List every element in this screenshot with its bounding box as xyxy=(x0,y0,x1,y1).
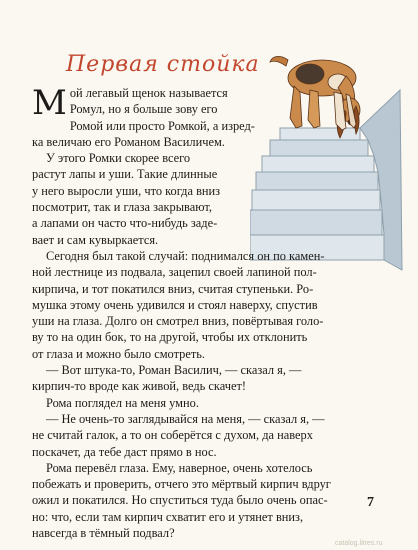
paragraph-1 xyxy=(32,85,254,150)
text-line: Ромул, но я больше зову его xyxy=(69,102,218,117)
text-line: ка величаю его Романом Василичем. xyxy=(32,134,225,149)
text-line: кирпич-то вроде как живой, ведь скачет! xyxy=(32,379,246,394)
text-line: вает и сам кувыркается. xyxy=(32,232,159,247)
text-line: Сегодня был такой случай: поднимался он по камен- xyxy=(46,248,325,263)
text-line: Ромой или просто Ромкой, а изред- xyxy=(69,118,255,133)
text-line: навсегда в тёмный подвал? xyxy=(32,526,175,541)
text-line: — Не очень-то заглядывайся на меня, — сказал я, — xyxy=(46,411,325,426)
text-line: ву то на один бок, то на другой, чтобы их отклонить xyxy=(32,330,308,345)
text-line: У этого Ромки скорее всего xyxy=(46,151,191,166)
paragraph-6 xyxy=(32,411,390,460)
text-line: посмотрит, так и глаза закрывают, xyxy=(32,200,212,215)
text-line: не считай галок, а то он соберётся с духом, да наверх xyxy=(32,428,313,443)
story-text xyxy=(32,85,390,541)
text-line: уши на глаза. Долго он смотрел вниз, повёртывая голо- xyxy=(32,314,324,329)
paragraph-5 xyxy=(32,395,390,411)
paragraph-7 xyxy=(32,460,390,541)
chapter-title: Первая стойка xyxy=(66,52,260,77)
text-line: а лапами он часто что-нибудь заде- xyxy=(32,216,218,231)
page-number: 7 xyxy=(367,495,374,510)
paragraph-3 xyxy=(32,248,390,362)
text-line: побежать и проверить, отчего это мёртвый кирпич вдруг xyxy=(32,477,331,492)
drop-cap: М xyxy=(32,83,67,123)
text-line: кирпича, и тот покатился вниз, считая ступеньки. Ро- xyxy=(32,281,314,296)
text-line: ожил и покатился. Но спуститься туда было очень опас- xyxy=(32,493,328,508)
text-line: но: что, если там кирпич схватит его и утянет вниз, xyxy=(32,509,304,524)
text-line: Рома перевёл глаза. Ему, наверное, очень хотелось xyxy=(46,460,313,475)
text-line: ой легавый щенок называется xyxy=(69,86,228,100)
paragraph-4 xyxy=(32,362,390,395)
text-line: от глаза и можно было смотреть. xyxy=(32,346,206,361)
text-line: растут лапы и уши. Такие длинные xyxy=(32,167,218,182)
text-line: поскачет, да тебе даст прямо в нос. xyxy=(32,444,217,459)
text-line: ной лестнице из подвала, зацепил своей лапиной пол- xyxy=(32,265,317,280)
paragraph-2 xyxy=(32,150,254,248)
text-line: у него выросли уши, что когда вниз xyxy=(32,183,221,198)
text-line: Рома поглядел на меня умно. xyxy=(46,395,199,410)
text-line: мушка этому очень удивился и стоял наверху, спустив xyxy=(32,297,318,312)
text-line: — Вот штука-то, Роман Василич, — сказал я, — xyxy=(46,363,302,378)
watermark: catalog.litres.ru xyxy=(335,540,383,547)
